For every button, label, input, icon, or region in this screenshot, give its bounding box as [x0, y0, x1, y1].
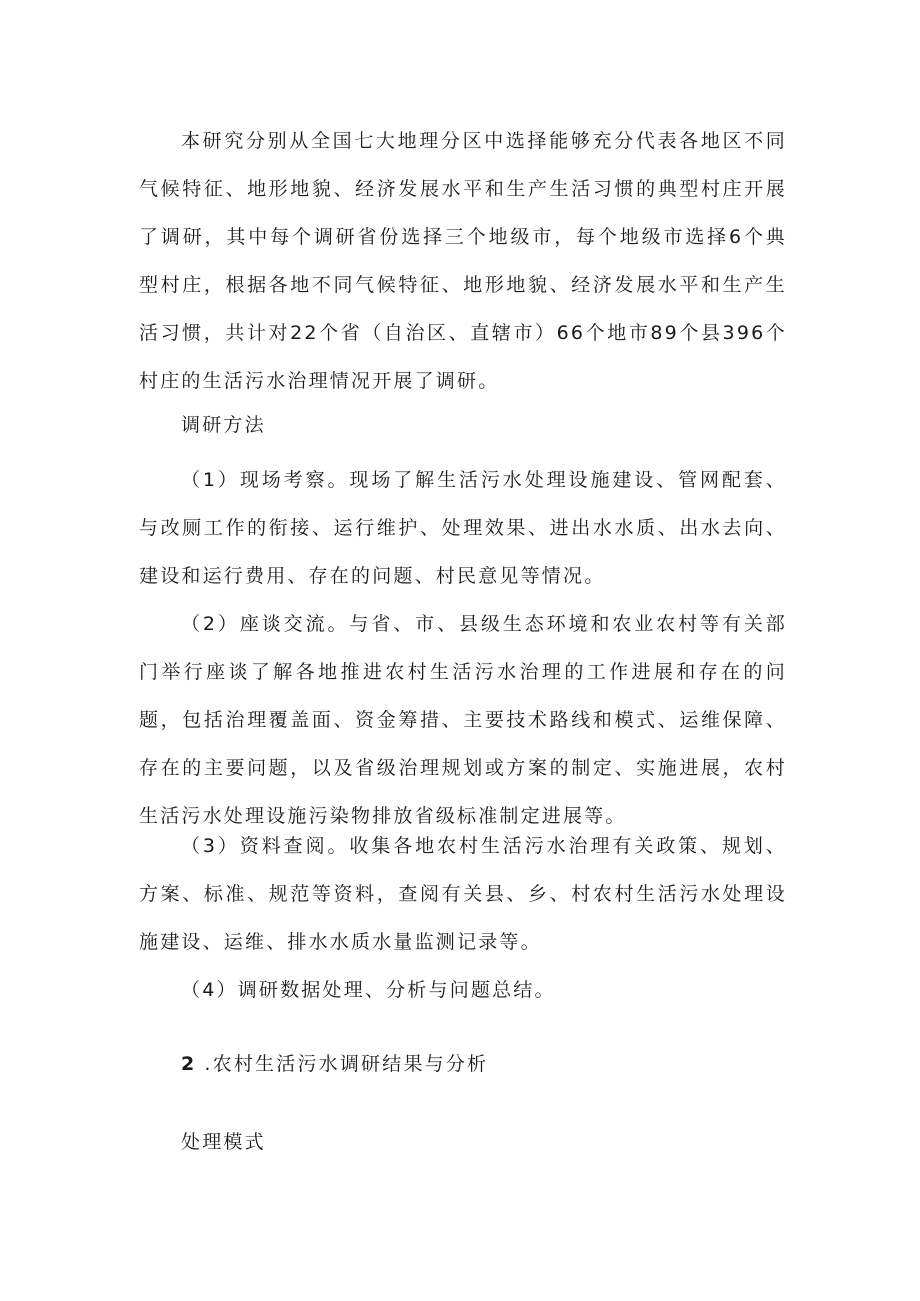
method-item-2: （2）座谈交流。与省、市、县级生态环境和农业农村等有关部门举行座谈了解各地推进农村生活污水治理的工作进展和存在的问题，包括治理覆盖面、资金筹措、主要技术路线和模式、运维保障、存在的主要问题，以及省级治理规划或方案的制定、实施进展，农村生活污水处理设施污染物排放省级标准制定进展等。 — [139, 613, 787, 827]
method-item-3: （3）资料查阅。收集各地农村生活污水治理有关政策、规划、方案、标准、规范等资料，查阅有关县、乡、村农村生活污水处理设施建设、运维、排水水质水量监测记录等。 — [139, 835, 787, 953]
method-heading: 调研方法 — [181, 414, 266, 436]
section-title: .农村生活污水调研结果与分析 — [204, 1053, 489, 1075]
intro-paragraph: 本研究分别从全国七大地理分区中选择能够充分代表各地区不同气候特征、地形地貌、经济发展水平和生产生活习惯的典型村庄开展了调研，其中每个调研省份选择三个地级市，每个地级市选择6个典型村庄，根据各地不同气候特征、地形地貌、经济发展水平和生产生活习惯，共计对22个省（自治区、直辖市）66个地市89个县396个村庄的生活污水治理情况开展了调研。 — [139, 130, 787, 392]
section-heading — [181, 1049, 488, 1079]
method-item-4: （4）调研数据处理、分析与问题总结。 — [181, 979, 556, 1001]
method-item-1: （1）现场考察。现场了解生活污水处理设施建设、管网配套、与改厕工作的衔接、运行维护、处理效果、进出水水质、出水去向、建设和运行费用、存在的问题、村民意见等情况。 — [139, 469, 787, 587]
subsection-heading: 处理模式 — [181, 1131, 266, 1153]
section-number: 2 — [181, 1053, 197, 1075]
